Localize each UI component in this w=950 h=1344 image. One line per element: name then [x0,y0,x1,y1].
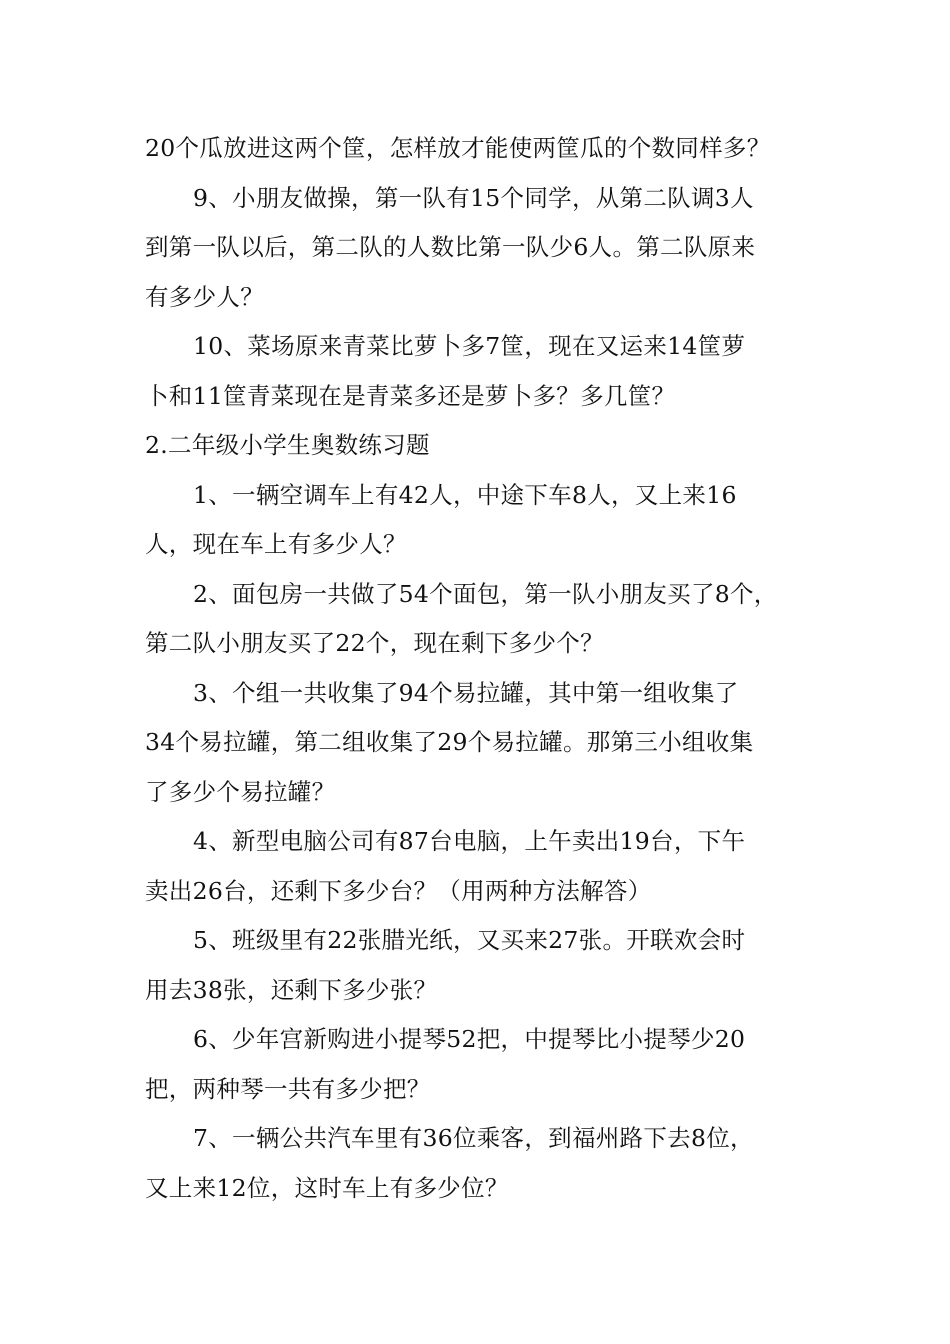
problem-3-line-2: 34个易拉罐，第二组收集了29个易拉罐。那第三小组收集 [145,728,754,756]
problem-4-line-2: 卖出26台，还剩下多少台？（用两种方法解答） [145,876,652,905]
problem-6-line-2: 把，两种琴一共有多少把？ [145,1074,431,1103]
problem-5-line-1: 5、班级里有22张腊光纸，又买来27张。开联欢会时 [193,926,746,954]
problem-6-line-1: 6、少年宫新购进小提琴52把，中提琴比小提琴少20 [193,1025,746,1053]
problem-9-line-1: 9、小朋友做操，第一队有15个同学，从第二队调3人 [193,183,754,212]
problem-2-line-2: 第二队小朋友买了22个，现在剩下多少个？ [145,629,604,657]
problem-10-line-1: 10、菜场原来青菜比萝卜多7筐，现在又运来14筐萝 [193,332,746,360]
problem-7-line-1: 7、一辆公共汽车里有36位乘客，到福州路下去8位， [193,1124,754,1152]
problem-4-line-1: 4、新型电脑公司有87台电脑，上午卖出19台，下午 [193,827,746,855]
problem-3-line-3: 了多少个易拉罐？ [145,777,336,806]
problem-5-line-2: 用去38张，还剩下多少张？ [145,975,438,1004]
problem-9-line-2: 到第一队以后，第二队的人数比第一队少6人。第二队原来 [145,233,756,261]
problem-1-line-1: 1、一辆空调车上有42人，中途下车8人，又上来16 [193,480,737,509]
document-page [145,124,810,1213]
problem-2-line-1: 2、面包房一共做了54个面包，第一队小朋友买了8个， [193,579,778,608]
problem-3-line-1: 3、个组一共收集了94个易拉罐，其中第一组收集了 [193,678,739,707]
problem-10-line-2: 卜和11筐青菜现在是青菜多还是萝卜多？多几筐？ [145,381,676,410]
problem-7-line-2: 又上来12位，这时车上有多少位？ [145,1173,509,1202]
text-line-1: 20个瓜放进这两个筐，怎样放才能使两筐瓜的个数同样多？ [145,134,771,162]
problem-1-line-2: 人，现在车上有多少人？ [145,530,407,558]
section-heading: 2.二年级小学生奥数练习题 [145,431,430,459]
problem-9-line-3: 有多少人？ [145,282,264,311]
